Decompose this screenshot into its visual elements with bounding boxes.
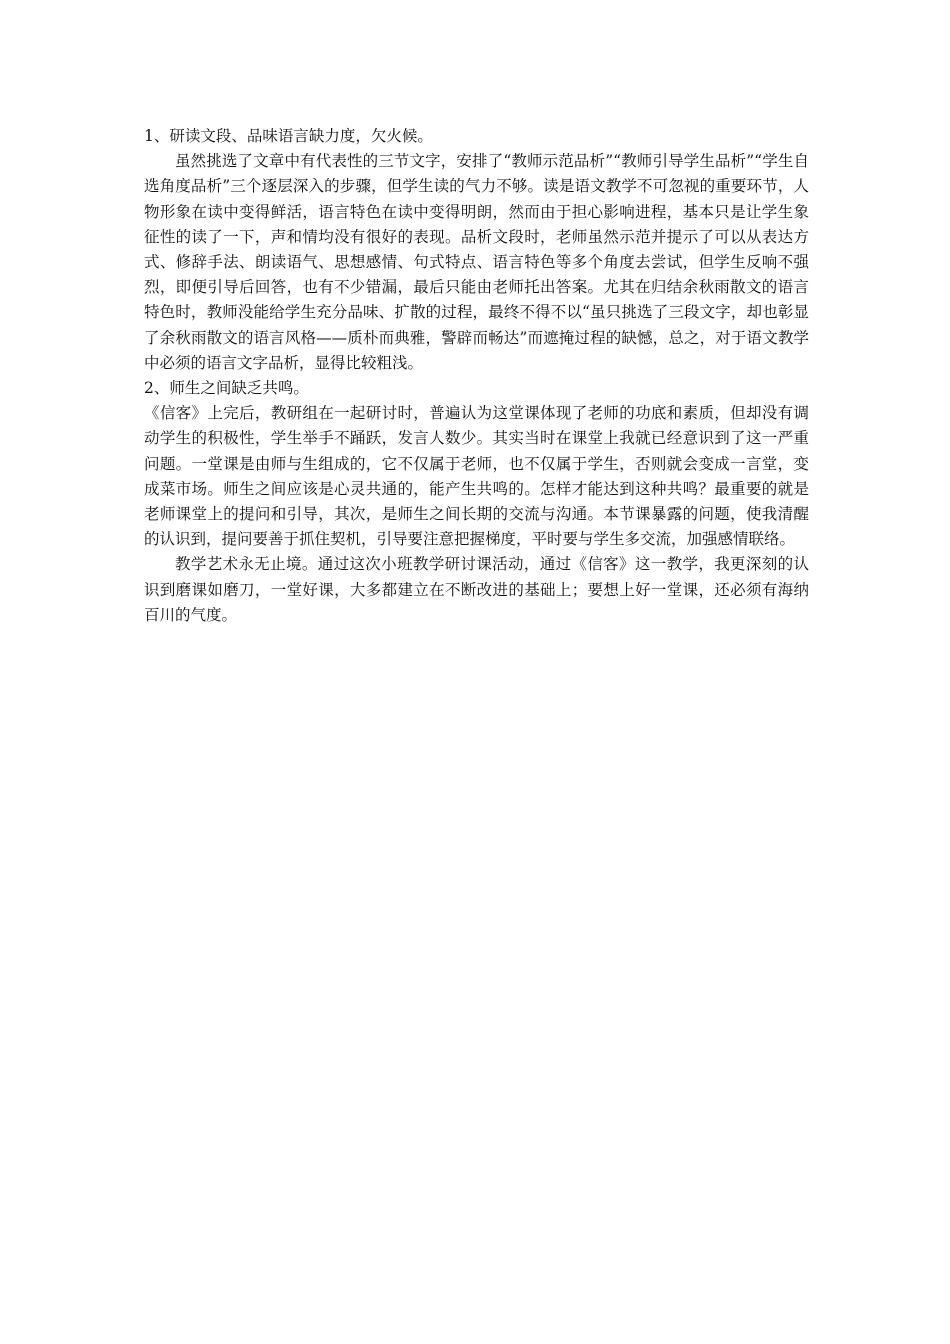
document-body xyxy=(144,124,809,628)
paragraph-1: 虽然挑选了文章中有代表性的三节文字，安排了“教师示范品析”“教师引导学生品析”“学生自选角度品析”三个逐层深入的步骤，但学生读的气力不够。读是语文教学不可忽视的重要环节，人物形象在读中变得鲜活，语言特色在读中变得明朗，然而由于担心影响进程，基本只是让学生象征性的读了一下，声和情均没有很好的表现。品析文段时，老师虽然示范并提示了可以从表达方式、修辞手法、朗读语气、思想感情、句式特点、语言特色等多个角度去尝试，但学生反响不强烈，即便引导后回答，也有不少错漏，最后只能由老师托出答案。尤其在归结余秋雨散文的语言特色时，教师没能给学生充分品味、扩散的过程，最终不得不以“虽只挑选了三段文字，却也彰显了余秋雨散文的语言风格——质朴而典雅，警辟而畅达”而遮掩过程的缺憾，总之，对于语文教学中必须的语言文字品析，显得比较粗浅。 xyxy=(144,152,809,372)
section-heading-1: 1、研读文段、品味语言缺力度，欠火候。 xyxy=(144,127,433,145)
paragraph-2: 《信客》上完后，教研组在一起研讨时，普遍认为这堂课体现了老师的功底和素质，但却没有调动学生的积极性，学生举手不踊跃，发言人数少。其实当时在课堂上我就已经意识到了这一严重问题。一堂课是由师与生组成的，它不仅属于老师，也不仅属于学生，否则就会变成一言堂，变成菜市场。师生之间应该是心灵共通的，能产生共鸣的。怎样才能达到这种共鸣？最重要的就是老师课堂上的提问和引导，其次，是师生之间长期的交流与沟通。本节课暴露的问题，使我清醒的认识到，提问要善于抓住契机，引导要注意把握梯度，平时要与学生多交流，加强感情联络。 xyxy=(144,404,809,549)
paragraph-3: 教学艺术永无止境。通过这次小班教学研讨课活动，通过《信客》这一教学，我更深刻的认识到磨课如磨刀，一堂好课，大多都建立在不断改进的基础上；要想上好一堂课，还必须有海纳百川的气度。 xyxy=(144,555,809,624)
section-heading-2: 2、师生之间缺乏共鸣。 xyxy=(144,379,309,398)
